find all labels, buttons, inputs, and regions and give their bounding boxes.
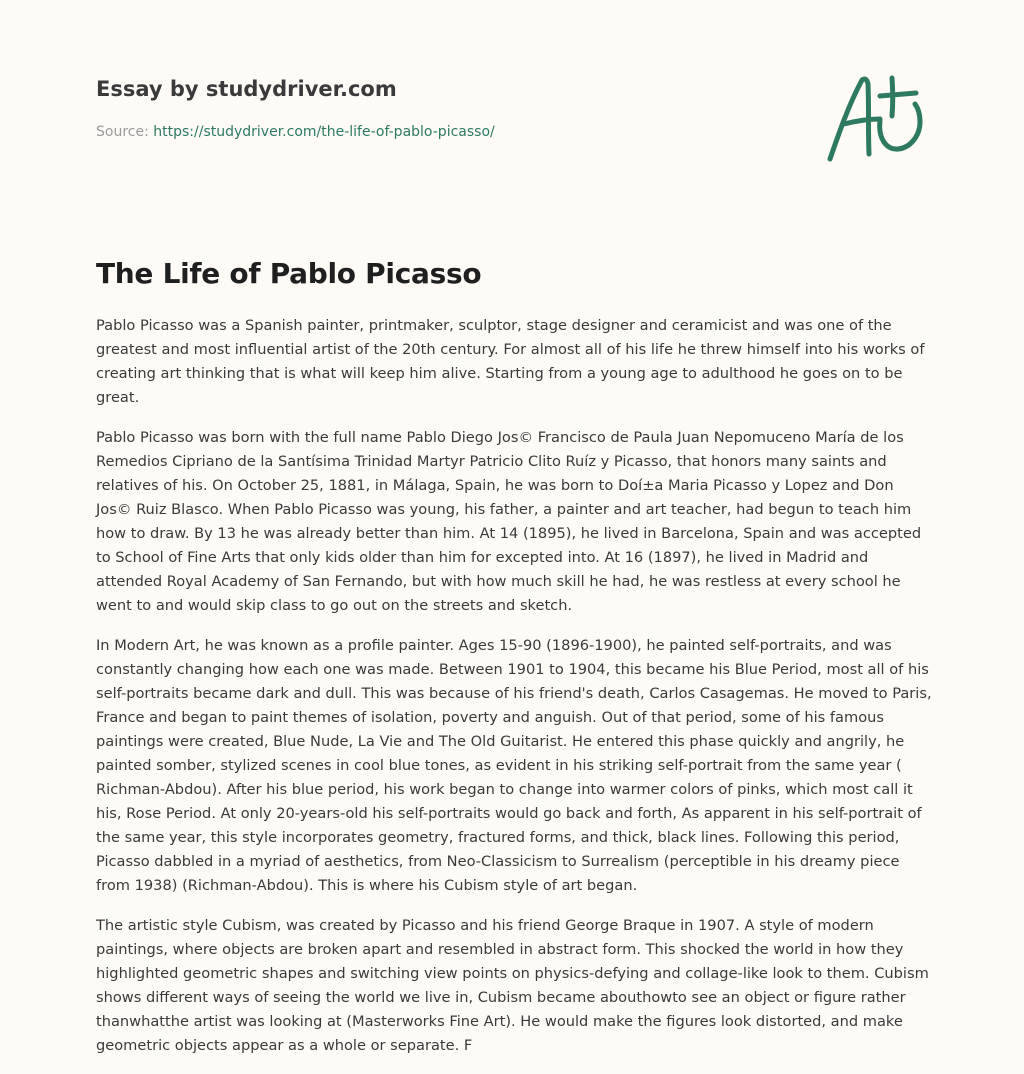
- paragraph: The artistic style Cubism, was created by Picasso and his friend George Braque in 1907. A style of modern paintings, where objects are broken apart and resembled in abstract form. This shocked the world in how they highlighted geometric shapes and switching view points on physics-defying and collage-like look to them. Cubism shows different ways of seeing the world we live in, Cubism became abouthowto see an object or figure rather thanwhatthe artist was looking at (Masterworks Fine Art). He would make the figures look distorted, and make geometric objects appear as a whole or separate. F: [96, 917, 929, 1054]
- source-link[interactable]: https://studydriver.com/the-life-of-pablo-picasso/: [153, 124, 495, 140]
- source-line: [96, 122, 928, 142]
- a-plus-logo-icon: [822, 66, 932, 166]
- site-brand: Essay by studydriver.com: [96, 77, 397, 101]
- paragraph: Pablo Picasso was a Spanish painter, printmaker, sculptor, stage designer and ceramicist and was one of the greatest and most influential artist of the 20th century. For almost all of his life he threw himself into his works of creating art thinking that is what will keep him alive. Starting from a young age to adulthood he goes on to be great.: [96, 317, 925, 406]
- essay-body: [96, 314, 932, 1074]
- source-label: Source:: [96, 124, 149, 140]
- essay-title: The Life of Pablo Picasso: [96, 257, 482, 290]
- essay-header: [96, 74, 928, 142]
- paragraph: Pablo Picasso was born with the full name Pablo Diego Jos© Francisco de Paula Juan Nepomuceno María de los Remedios Cipriano de la Santísima Trinidad Martyr Patricio Clito Ruíz y Picasso, that honors many saints and relatives of his. On October 25, 1881, in Málaga, Spain, he was born to Doí±a Maria Picasso y Lopez and Don Jos© Ruiz Blasco. When Pablo Picasso was young, his father, a painter and art teacher, had begun to teach him how to draw. By 13 he was already better than him. At 14 (1895), he lived in Barcelona, Spain and was accepted to School of Fine Arts that only kids older than him for excepted into. At 16 (1897), he lived in Madrid and attended Royal Academy of San Fernando, but with how much skill he had, he was restless at every school he went to and would skip class to go out on the streets and sketch.: [96, 429, 922, 614]
- paragraph: In Modern Art, he was known as a profile painter. Ages 15-90 (1896-1900), he painted self-portraits, and was constantly changing how each one was made. Between 1901 to 1904, this became his Blue Period, most all of his self-portraits became dark and dull. This was because of his friend's death, Carlos Casagemas. He moved to Paris, France and began to paint themes of isolation, poverty and anguish. Out of that period, some of his famous paintings were created, Blue Nude, La Vie and The Old Guitarist. He entered this phase quickly and angrily, he painted somber, stylized scenes in cool blue tones, as evident in his striking self-portrait from the same year ( Richman-Abdou). After his blue period, his work began to change into warmer colors of pinks, which most call it his, Rose Period. At only 20-years-old his self-portraits would go back and forth, As apparent in his self-portrait of the same year, this style incorporates geometry, fractured forms, and thick, black lines. Following this period, Picasso dabbled in a myriad of aesthetics, from Neo-Classicism to Surrealism (perceptible in his dreamy piece from 1938) (Richman-Abdou). This is where his Cubism style of art began.: [96, 637, 932, 894]
